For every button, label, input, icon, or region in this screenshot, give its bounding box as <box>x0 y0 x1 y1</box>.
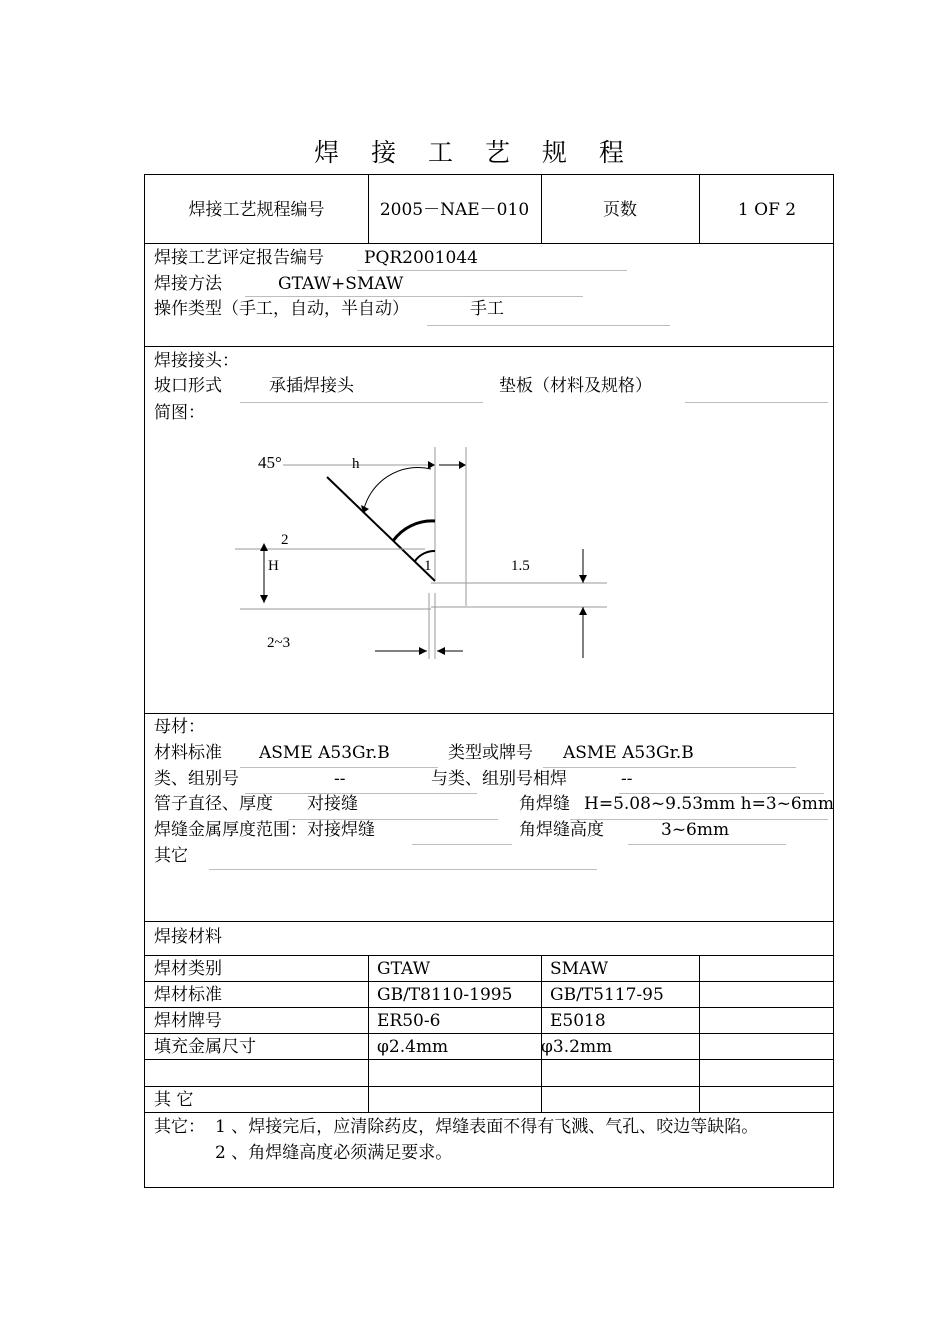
group-value: -- <box>334 769 346 789</box>
filler-category-smaw: SMAW <box>550 959 609 979</box>
filler-size-gtaw: φ2.4mm <box>377 1037 449 1057</box>
pages-value: 1 OF 2 <box>737 200 797 220</box>
fillet-height-label: 角焊缝高度 <box>519 820 604 840</box>
sketch-dim-2: 2 <box>281 532 289 548</box>
sketch-dim-1-5: 1.5 <box>511 558 530 574</box>
fillet-weld-label: 角焊缝 <box>519 794 570 814</box>
sketch-dim-H: H <box>268 558 279 574</box>
filler-category-label: 焊材类别 <box>154 959 222 979</box>
operation-value: 手工 <box>470 299 504 319</box>
joint-sketch <box>145 175 835 715</box>
joint-heading: 焊接接头： <box>154 351 239 371</box>
filler-size-label: 填充金属尺寸 <box>154 1037 256 1057</box>
wps-number-value: 2005－NAE－010 <box>379 200 530 220</box>
filler-brand-smaw: E5018 <box>550 1011 606 1031</box>
process-label: 焊接方法 <box>154 274 222 294</box>
group-label: 类、组别号 <box>154 769 239 789</box>
sketch-label: 简图： <box>154 403 205 423</box>
material-standard-value: ASME A53Gr.B <box>259 743 390 763</box>
note-item-2: 2 、角焊缝高度必须满足要求。 <box>215 1143 453 1163</box>
operation-label: 操作类型（手工，自动，半自动） <box>154 299 409 319</box>
filler-brand-gtaw: ER50-6 <box>377 1011 441 1031</box>
wps-form <box>144 174 834 1188</box>
pqr-value: PQR2001044 <box>364 248 478 268</box>
material-standard-label: 材料标准 <box>154 743 222 763</box>
weld-to-value: -- <box>621 769 633 789</box>
sketch-angle-label: 45° <box>258 453 282 472</box>
page-title: 焊 接 工 艺 规 程 <box>314 138 636 167</box>
other-label: 其它 <box>154 846 188 866</box>
filler-heading: 焊接材料 <box>154 927 222 947</box>
filler-standard-gtaw: GB/T8110-1995 <box>377 985 513 1005</box>
thickness-range-label: 焊缝金属厚度范围：对接焊缝 <box>154 820 375 840</box>
sketch-dim-1: 1 <box>424 558 432 574</box>
type-label: 类型或牌号 <box>448 743 533 763</box>
filler-other-label: 其 它 <box>154 1090 194 1110</box>
butt-weld-label: 对接缝 <box>307 794 358 814</box>
sketch-dim-2-3: 2~3 <box>267 635 291 651</box>
pqr-label: 焊接工艺评定报告编号 <box>154 248 324 268</box>
wps-number-label: 焊接工艺规程编号 <box>188 200 325 220</box>
groove-value: 承插焊接头 <box>269 376 354 396</box>
note-item-1: 1 、焊接完后，应清除药皮，焊缝表面不得有飞溅、气孔、咬边等缺陷。 <box>215 1117 759 1137</box>
fillet-weld-value: H=5.08~9.53mm h=3~6mm <box>584 794 834 814</box>
groove-label: 坡口形式 <box>154 376 222 396</box>
process-value: GTAW+SMAW <box>278 274 404 294</box>
weld-to-label: 与类、组别号相焊 <box>431 769 567 789</box>
filler-brand-label: 焊材牌号 <box>154 1011 222 1031</box>
pipe-size-label: 管子直径、厚度 <box>154 794 273 814</box>
fillet-height-value: 3~6mm <box>661 820 730 840</box>
type-value: ASME A53Gr.B <box>563 743 694 763</box>
filler-category-gtaw: GTAW <box>377 959 431 979</box>
filler-standard-smaw: GB/T5117-95 <box>550 985 664 1005</box>
sketch-h-label: h <box>352 456 360 472</box>
pages-label: 页数 <box>603 200 637 220</box>
notes-label: 其它： <box>154 1117 205 1137</box>
filler-size-smaw: φ3.2mm <box>541 1037 613 1057</box>
base-metal-heading: 母材： <box>154 717 205 737</box>
filler-standard-label: 焊材标准 <box>154 985 222 1005</box>
backing-label: 垫板（材料及规格） <box>499 376 652 396</box>
